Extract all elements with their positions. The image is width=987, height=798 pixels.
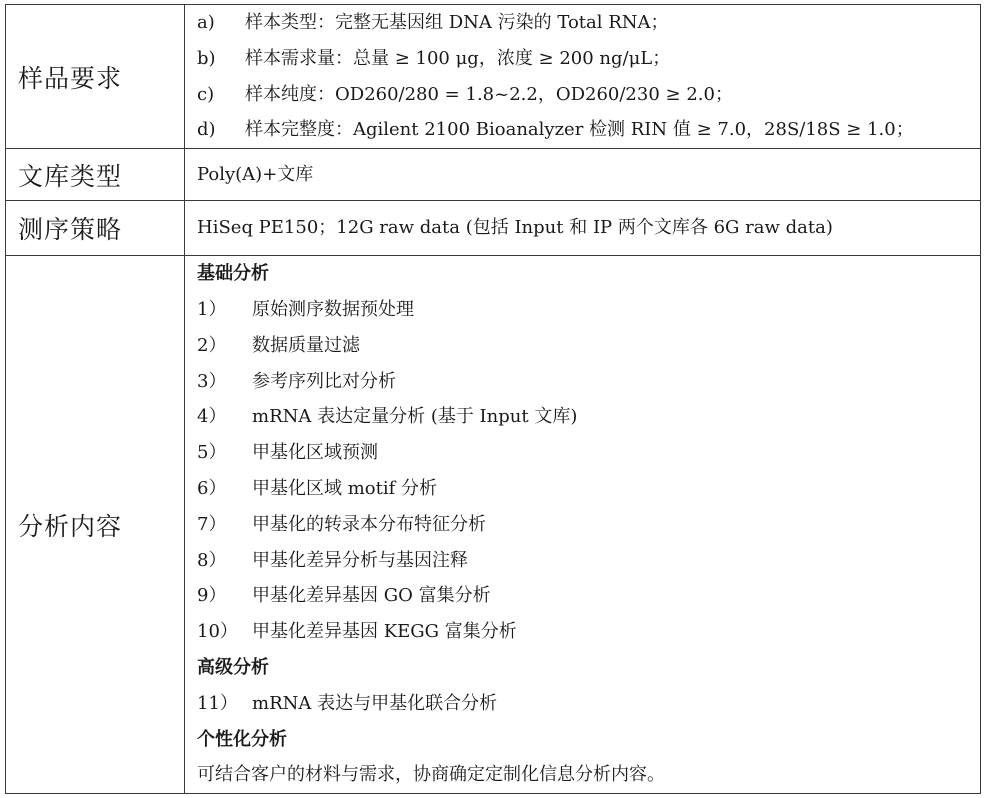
list-item	[197, 578, 980, 614]
cell-analysis-content	[185, 256, 981, 794]
row-sample-requirements	[6, 5, 981, 149]
section-title-basic: 基础分析	[197, 263, 269, 285]
list-item	[197, 435, 980, 471]
item-text: 甲基化差异分析与基因注释	[252, 549, 468, 571]
item-text: 样本完整度：Agilent 2100 Bioanalyzer 检测 RIN 值 ≥ 7.0，28S/18S ≥ 1.0；	[245, 119, 914, 141]
item-number: 11）	[197, 692, 238, 714]
spec-table	[5, 4, 981, 794]
item-number: 2）	[197, 334, 227, 356]
row-library-type	[6, 149, 981, 201]
item-number: 7）	[197, 513, 227, 535]
header-library-type: 文库类型	[6, 149, 185, 201]
list-item	[197, 292, 980, 328]
list-item	[197, 364, 980, 400]
section-title-custom: 个性化分析	[197, 728, 287, 750]
item-number: a)	[197, 12, 215, 33]
cell-sequencing-strategy: HiSeq PE150；12G raw data (包括 Input 和 IP 两个文库各 6G raw data)	[185, 201, 981, 256]
item-text: mRNA 表达与甲基化联合分析	[252, 692, 498, 714]
list-item	[197, 399, 980, 435]
item-text: 样本需求量：总量 ≥ 100 μg，浓度 ≥ 200 ng/μL；	[245, 47, 671, 69]
item-number: b)	[197, 47, 216, 69]
list-item	[197, 543, 980, 579]
item-text: 甲基化差异基因 KEGG 富集分析	[252, 621, 517, 643]
section-title-advanced: 高级分析	[197, 656, 269, 678]
item-text: mRNA 表达定量分析 (基于 Input 文库)	[252, 406, 578, 428]
item-number: d)	[197, 119, 216, 141]
list-item	[197, 112, 980, 148]
list-item	[197, 77, 980, 113]
item-number: 6）	[197, 477, 227, 499]
item-number: 5）	[197, 442, 227, 464]
list-item	[197, 328, 980, 364]
list-item	[197, 41, 980, 77]
list-item	[197, 5, 980, 41]
item-text: 甲基化差异基因 GO 富集分析	[252, 585, 491, 607]
item-number: c)	[197, 83, 215, 105]
item-number: 4）	[197, 406, 227, 428]
item-text: 甲基化区域预测	[252, 442, 378, 464]
row-sequencing-strategy	[6, 201, 981, 256]
header-sample-requirements: 样品要求	[6, 5, 185, 149]
item-text: 甲基化区域 motif 分析	[252, 477, 438, 499]
list-item	[197, 507, 980, 543]
item-number: 3）	[197, 370, 227, 392]
list-item	[197, 686, 980, 722]
item-text: 样本纯度：OD260/280 = 1.8~2.2，OD260/230 ≥ 2.0；	[245, 83, 733, 105]
item-text: 数据质量过滤	[252, 334, 360, 356]
item-text: 原始测序数据预处理	[252, 298, 414, 320]
cell-sample-requirements	[185, 5, 981, 149]
header-sequencing-strategy: 测序策略	[6, 201, 185, 256]
item-text: 样本类型：完整无基因组 DNA 污染的 Total RNA；	[245, 12, 669, 33]
custom-analysis-text: 可结合客户的材料与需求，协商确定定制化信息分析内容。	[197, 764, 665, 786]
item-text: 参考序列比对分析	[252, 370, 396, 392]
list-item	[197, 471, 980, 507]
header-analysis-content: 分析内容	[6, 256, 185, 794]
item-number: 1）	[197, 298, 227, 320]
list-item	[197, 614, 980, 650]
item-number: 8）	[197, 549, 227, 571]
row-analysis-content	[6, 256, 981, 794]
item-number: 9）	[197, 585, 227, 607]
item-text: 甲基化的转录本分布特征分析	[252, 513, 486, 535]
cell-library-type: Poly(A)+文库	[185, 149, 981, 201]
item-number: 10）	[197, 621, 238, 643]
